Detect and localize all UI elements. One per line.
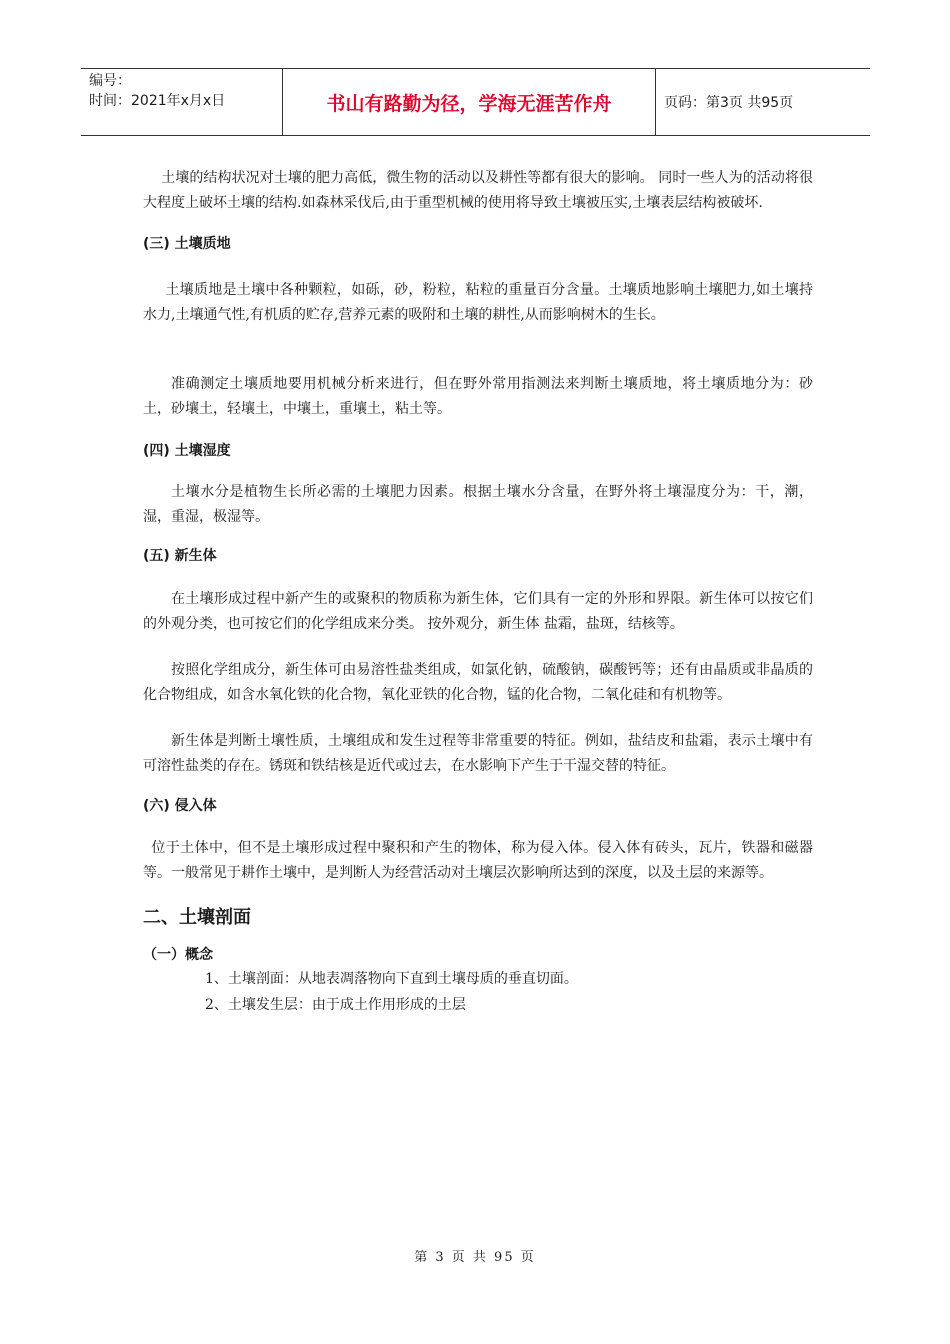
- paragraph-texture-1: 土壤质地是土壤中各种颗粒，如砾，砂，粉粒，粘粒的重量百分含量。土壤质地影响土壤肥力,如土壤持水力,土壤通气性,有机质的贮存,营养元素的吸附和土壤的耕性,从而影响树木的生长。: [143, 282, 813, 323]
- heading-soil-texture: (三) 土壤质地: [143, 236, 231, 252]
- header-motto: 书山有路勤为径，学海无涯苦作舟: [282, 69, 656, 135]
- list-item-soil-profile: 1、土壤剖面：从地表凋落物向下直到土壤母质的垂直切面。: [205, 971, 578, 987]
- page-footer: 第 3 页 共 95 页: [414, 1250, 536, 1265]
- paragraph-new-growth-3: 新生体是判断土壤性质，土壤组成和发生过程等非常重要的特征。例如，盐结皮和盐霜，表示土壤中有可溶性盐类的存在。锈斑和铁结核是近代或过去，在水影响下产生于干湿交替的特征。: [143, 733, 813, 774]
- header-page-info: 页码：第3页 共95页: [664, 95, 794, 111]
- header-meta: [81, 69, 282, 135]
- header-date: 时间：2021年x月x日: [89, 93, 226, 109]
- paragraph-new-growth-1: 在土壤形成过程中新产生的或聚积的物质称为新生体，它们具有一定的外形和界限。新生体可以按它们的外观分类，也可按它们的化学组成来分类。 按外观分，新生体 盐霜，盐斑，结核等。: [143, 591, 813, 632]
- page-header: [81, 68, 870, 136]
- list-item-soil-horizon: 2、土壤发生层：由于成土作用形成的土层: [205, 997, 466, 1013]
- document-body: [143, 166, 813, 1018]
- heading-soil-profile: 二、土壤剖面: [143, 907, 251, 928]
- paragraph-intrusion: 位于土体中，但不是土壤形成过程中聚积和产生的物体，称为侵入体。侵入体有砖头，瓦片，铁器和磁器等。一般常见于耕作土壤中，是判断人为经营活动对土壤层次影响所达到的深度，以及土层的来源等。: [143, 840, 813, 881]
- paragraph-texture-2: 准确测定土壤质地要用机械分析来进行，但在野外常用指测法来判断土壤质地，将土壤质地分为：砂土，砂壤土，轻壤土，中壤土，重壤土，粘土等。: [143, 376, 813, 417]
- header-number: 编号：: [89, 73, 131, 89]
- paragraph-new-growth-2: 按照化学组成分，新生体可由易溶性盐类组成，如氯化钠，硫酸钠，碳酸钙等；还有由晶质或非晶质的化合物组成，如含水氧化铁的化合物，氧化亚铁的化合物，锰的化合物，二氧化硅和有机物等。: [143, 662, 813, 703]
- heading-concept: （一）概念: [143, 947, 213, 963]
- paragraph-moisture: 土壤水分是植物生长所必需的土壤肥力因素。根据土壤水分含量，在野外将土壤湿度分为：干，潮，湿，重湿，极湿等。: [143, 484, 813, 525]
- heading-intrusion: (六) 侵入体: [143, 798, 217, 814]
- paragraph-structure: 土壤的结构状况对土壤的肥力高低，微生物的活动以及耕性等都有很大的影响。 同时一些人为的活动将很大程度上破坏土壤的结构.如森林采伐后,由于重型机械的使用将导致土壤被压实,土壤表层结构被破坏.: [143, 170, 813, 211]
- heading-new-growth: (五) 新生体: [143, 548, 217, 564]
- heading-soil-moisture: (四) 土壤湿度: [143, 443, 231, 459]
